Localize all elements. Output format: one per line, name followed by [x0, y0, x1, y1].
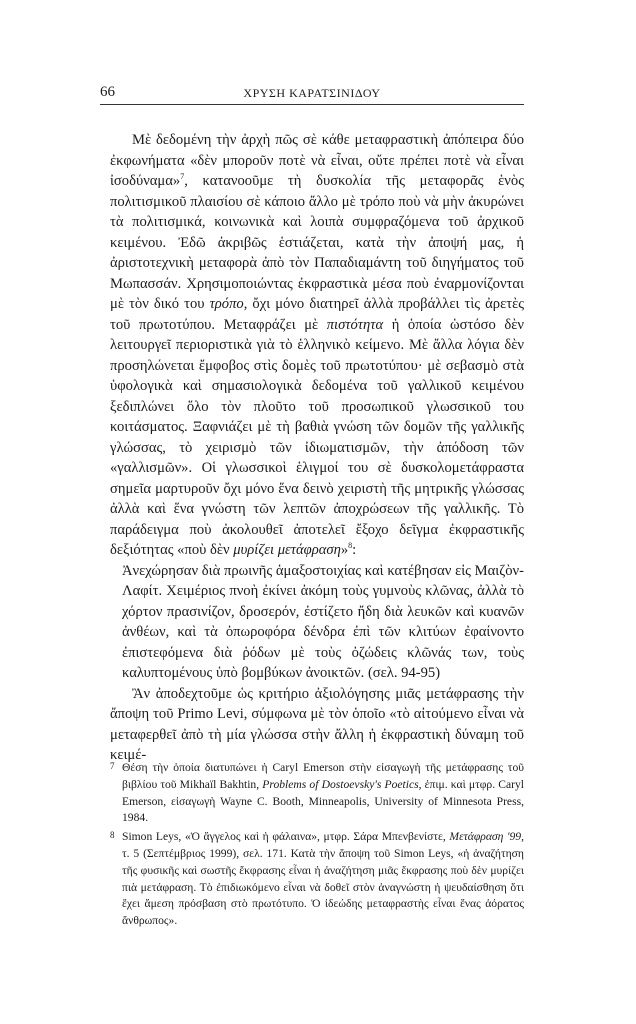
text-run: Μὲ δεδομένη τὴν ἀρχὴ πῶς σὲ κάθε μεταφραστικὴ ἀπόπειρα δύο ἐκφωνήματα «δὲν μποροῦν ποτὲ νὰ εἶναι, οὔτε πρέπει ποτὲ νὰ εἶναι ἰσοδύναμα»: [110, 132, 524, 189]
running-head: ΧΡΥΣΗ ΚΑΡΑΤΣΙΝΙΔΟΥ: [243, 86, 381, 100]
page-header: [100, 84, 524, 105]
block-quote: Ἀνεχώρησαν διὰ πρωινῆς ἁμαξοστοιχίας καὶ κατέβησαν εἰς Μαιζὸν-Λαφίτ. Χειμέριος πνοὴ ἐκίνει ἀκόμη τοὺς γυμνοὺς κλῶνας, ἀλλὰ τὸ χόρτον πρασινίζον, δροσερόν, ἐστίζετο ἤδη διὰ λευκῶν καὶ κυανῶν ἀνθέων, καὶ τὰ ὀπωροφόρα δένδρα ἐπὶ τῶν κλιτύων ἐφαίνοντο ἐπιστεφόμενα διὰ ῥόδων μὲ τοὺς ὀζώδεις κλῶνάς των, τοὺς καλυπτομένους ὑπὸ βομβύκων ἀνοικτῶν. (σελ. 94-95): [122, 562, 524, 681]
footnotes: [110, 760, 524, 932]
text-run: , ὄχι μόνο διατηρεῖ ἀλλὰ προβάλλει τὶς ἀρετὲς τοῦ πρωτοτύπου. Μεταφράζει μὲ: [110, 296, 524, 333]
footnote-text: Θέση τὴν ὁποία διατυπώνει ἡ Caryl Emerson στὴν εἰσαγωγὴ τῆς μετάφρασης τοῦ βιβλίου τοῦ Mikhaïl Bakhtin,: [122, 761, 524, 791]
footnote-7: [110, 760, 524, 827]
paragraph-1: [110, 130, 524, 561]
footnote-text: , ἐπιμ. καὶ μτφρ. Caryl Emerson, εἰσαγωγὴ Wayne C. Booth, Minneapolis, University of Minnesota Press, 1984.: [122, 777, 524, 825]
footnote-title: Problems of Dostoevsky's Poetics: [262, 777, 419, 791]
text-run: :: [352, 542, 357, 558]
footnote-number: 8: [110, 830, 115, 841]
footnote-title: Μετάφραση '99: [449, 830, 522, 844]
footnote-ref-7: 7: [180, 172, 185, 182]
main-text: [110, 130, 524, 766]
text-run: »: [340, 542, 349, 558]
footnote-number: 7: [110, 761, 115, 771]
emphasis: μυρίζει μετάφραση: [233, 542, 341, 558]
footnote-ref-8: 8: [348, 541, 353, 551]
text-run: , κατανοοῦμε τὴ δυσκολία τῆς μεταφορᾶς ἑνὸς πολιτισμικοῦ πλαισίου σὲ κάποιο ἄλλο μὲ τρόπο ποὺ νὰ μὴν ἀκυρώνει τὰ πολιτισμικά, κοινωνικὰ καὶ λοιπὰ συμφραζόμενα τοῦ ἀρχικοῦ κειμένου. Ἐδῶ ἀκριβῶς ἑστιάζεται, κατὰ τὴν ἀποψή μας, ἡ ἀριστοτεχνικὴ μεταφορὰ ἀπὸ τὸν Παπαδιαμάντη τοῦ διηγήματος τοῦ Μωπασσάν. Χρησιμοποιώντας ἐκφραστικὰ μέσα ποὺ ἐναρμονίζονται μὲ τὸν δικό του: [110, 173, 524, 312]
paragraph-2: Ἂν ἀποδεχτοῦμε ὡς κριτήριο ἀξιολόγησης μιᾶς μετάφρασης τὴν ἄποψη τοῦ Primo Levi, σύμφωνα μὲ τὸν ὁποῖο «τὸ αἰτούμενο εἶναι νὰ μεταφερθεῖ ἀπὸ τὴ μία γλώσσα στὴν ἄλλη ἡ ἐκφραστικὴ δύναμη τοῦ κειμέ-: [110, 685, 524, 763]
emphasis: πιστότητα: [326, 316, 384, 333]
emphasis: τρόπο: [209, 296, 244, 312]
text-run: ἡ ὁποία ὡστόσο δὲν λειτουργεῖ περιοριστικὰ γιὰ τὸ ἑλληνικὸ κείμενο. Μὲ ἄλλα λόγια δὲν προσηλώνεται ἔμφοβος στὶς δομὲς τοῦ πρωτοτύπου· μὲ σεβασμὸ στὰ ὑφολογικὰ καὶ σημασιολογικὰ δεδομένα τοῦ γαλλικοῦ κειμένου ξεδιπλώνει ὅλο τὸν πλοῦτο τοῦ προσωπικοῦ γλωσσικοῦ του κοιτάσματος. Ξαφνιάζει μὲ τὴ βαθιὰ γνώση τῶν δομῶν τῆς γαλλικῆς γλώσσας, τὸ χειρισμὸ τῶν ἰδιωματισμῶν, τὴν ἀπόδοση τῶν «γαλλισμῶν». Οἱ γλωσσικοὶ ἑλιγμοί του σὲ δυσκολομετάφραστα σημεῖα μαρτυροῦν ὄχι μόνο ἕνα δεινὸ χειριστὴ τῆς μητρικῆς γλώσσας ἀλλὰ καὶ ἕνα γνώστη τῶν λεπτῶν ἀποχρώσεων τῆς γαλλικῆς. Τὸ παράδειγμα ποὺ ἀκολουθεῖ ἀποτελεῖ ἔξοχο δεῖγμα ἐκφραστικῆς δεξιότητας «ποὺ δὲν: [110, 316, 524, 558]
footnote-8: [110, 829, 524, 930]
page-number: 66: [100, 84, 115, 100]
footnote-text: Simon Leys, «Ὁ ἄγγελος καὶ ἡ φάλαινα», μτφρ. Σάρα Μπενβενίστε,: [122, 830, 450, 844]
footnote-text: , τ. 5 (Σεπτέμβριος 1999), σελ. 171. Κατὰ τὴν ἄποψη τοῦ Simon Leys, «ἡ ἀναζήτηση τῆς φυσικῆς καὶ σωστῆς ἔκφρασης εἶναι ἡ ἀναζήτηση μιᾶς ἔκφρασης ποὺ δὲν μυρίζει πιὰ μετάφραση. Τὸ ἐπιδιωκόμενο εἶναι νὰ δοθεῖ στὸν ἀναγνώστη ἡ ψευδαίσθηση ὅτι ἔχει ἄμεση πρόσβαση στὸ πρωτότυπο. Ὁ ἰδεώδης μεταφραστὴς εἶναι ἕνας ἀόρατος ἄνθρωπος».: [122, 830, 524, 928]
